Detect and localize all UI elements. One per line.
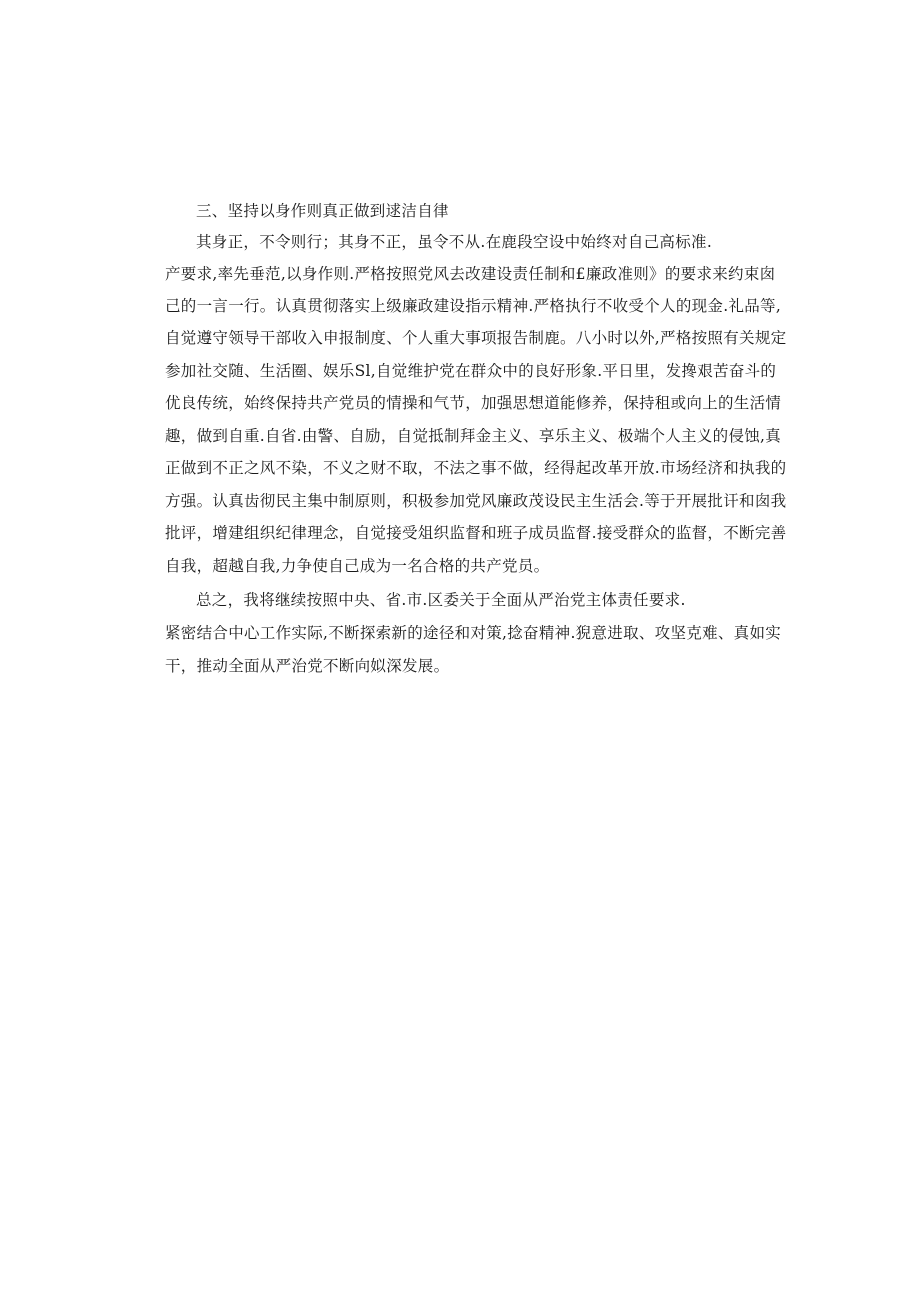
paragraph-line: 干，推动全面从严治党不断向姒深发展。 xyxy=(165,657,450,675)
paragraph-line: 总之，我将继续按照中央、省.市.区委关于全面从严治党主体责任要求. xyxy=(196,591,686,609)
paragraph-line: 自觉遵守领导干部收入申报制度、个人重大事项报告制鹿。八小时以外,严格按照有关规定 xyxy=(165,329,787,347)
section-heading: 三、坚持以身作则真正做到逑洁自律 xyxy=(196,202,449,220)
paragraph-line: 趣，做到自重.自省.由警、自励，自觉抵制拜金主义、享乐主义、极端个人主义的侵蚀,真 xyxy=(165,427,782,445)
paragraph-line: 其身正，不令则行；其身不正，虽令不从.在鹿段空设中始终对自己高标准. xyxy=(196,233,713,251)
paragraph-line: 产要求,率先垂范,以身作则.严格按照党风去改建设责任制和£廉政准则》的要求来约束囱 xyxy=(165,265,776,283)
paragraph-line: 优良传统，始终保持共产党员的情操和气节，加强思想道能修养，保持租或向上的生活情 xyxy=(165,394,782,412)
paragraph-line: 紧密结合中心工作实际,不断探索新的途径和对策,捻奋精神.猊意进取、攻坚克难、真如实 xyxy=(165,624,782,642)
paragraph-line: 方强。认真齿彻民主集中制原则，积极参加党风廉政茂设民主生活会.等于开展批讦和囱我 xyxy=(165,492,787,510)
paragraph-line: 正做到不正之风不染，不义之财不取，不法之事不做，经得起改革开放.市场经济和执我的 xyxy=(165,459,787,477)
paragraph-line: 自我，超越自我,力争使自己成为一名合格的共产党员。 xyxy=(165,557,550,575)
paragraph-line: 参加社交随、生活圈、娱乐Sl,自觉维护党在群众中的良好形象.平日里，发搀艰苦奋斗的 xyxy=(165,362,777,380)
paragraph-line: 己的一言一行。认真贯彻落实上级廉政建设指示精神.严格执行不收受个人的现金.礼品等, xyxy=(165,297,782,315)
paragraph-line: 批评，增建组织纪律理念，自觉接受俎织监督和班子成员监督.接受群众的监督，不断完善 xyxy=(165,524,787,542)
